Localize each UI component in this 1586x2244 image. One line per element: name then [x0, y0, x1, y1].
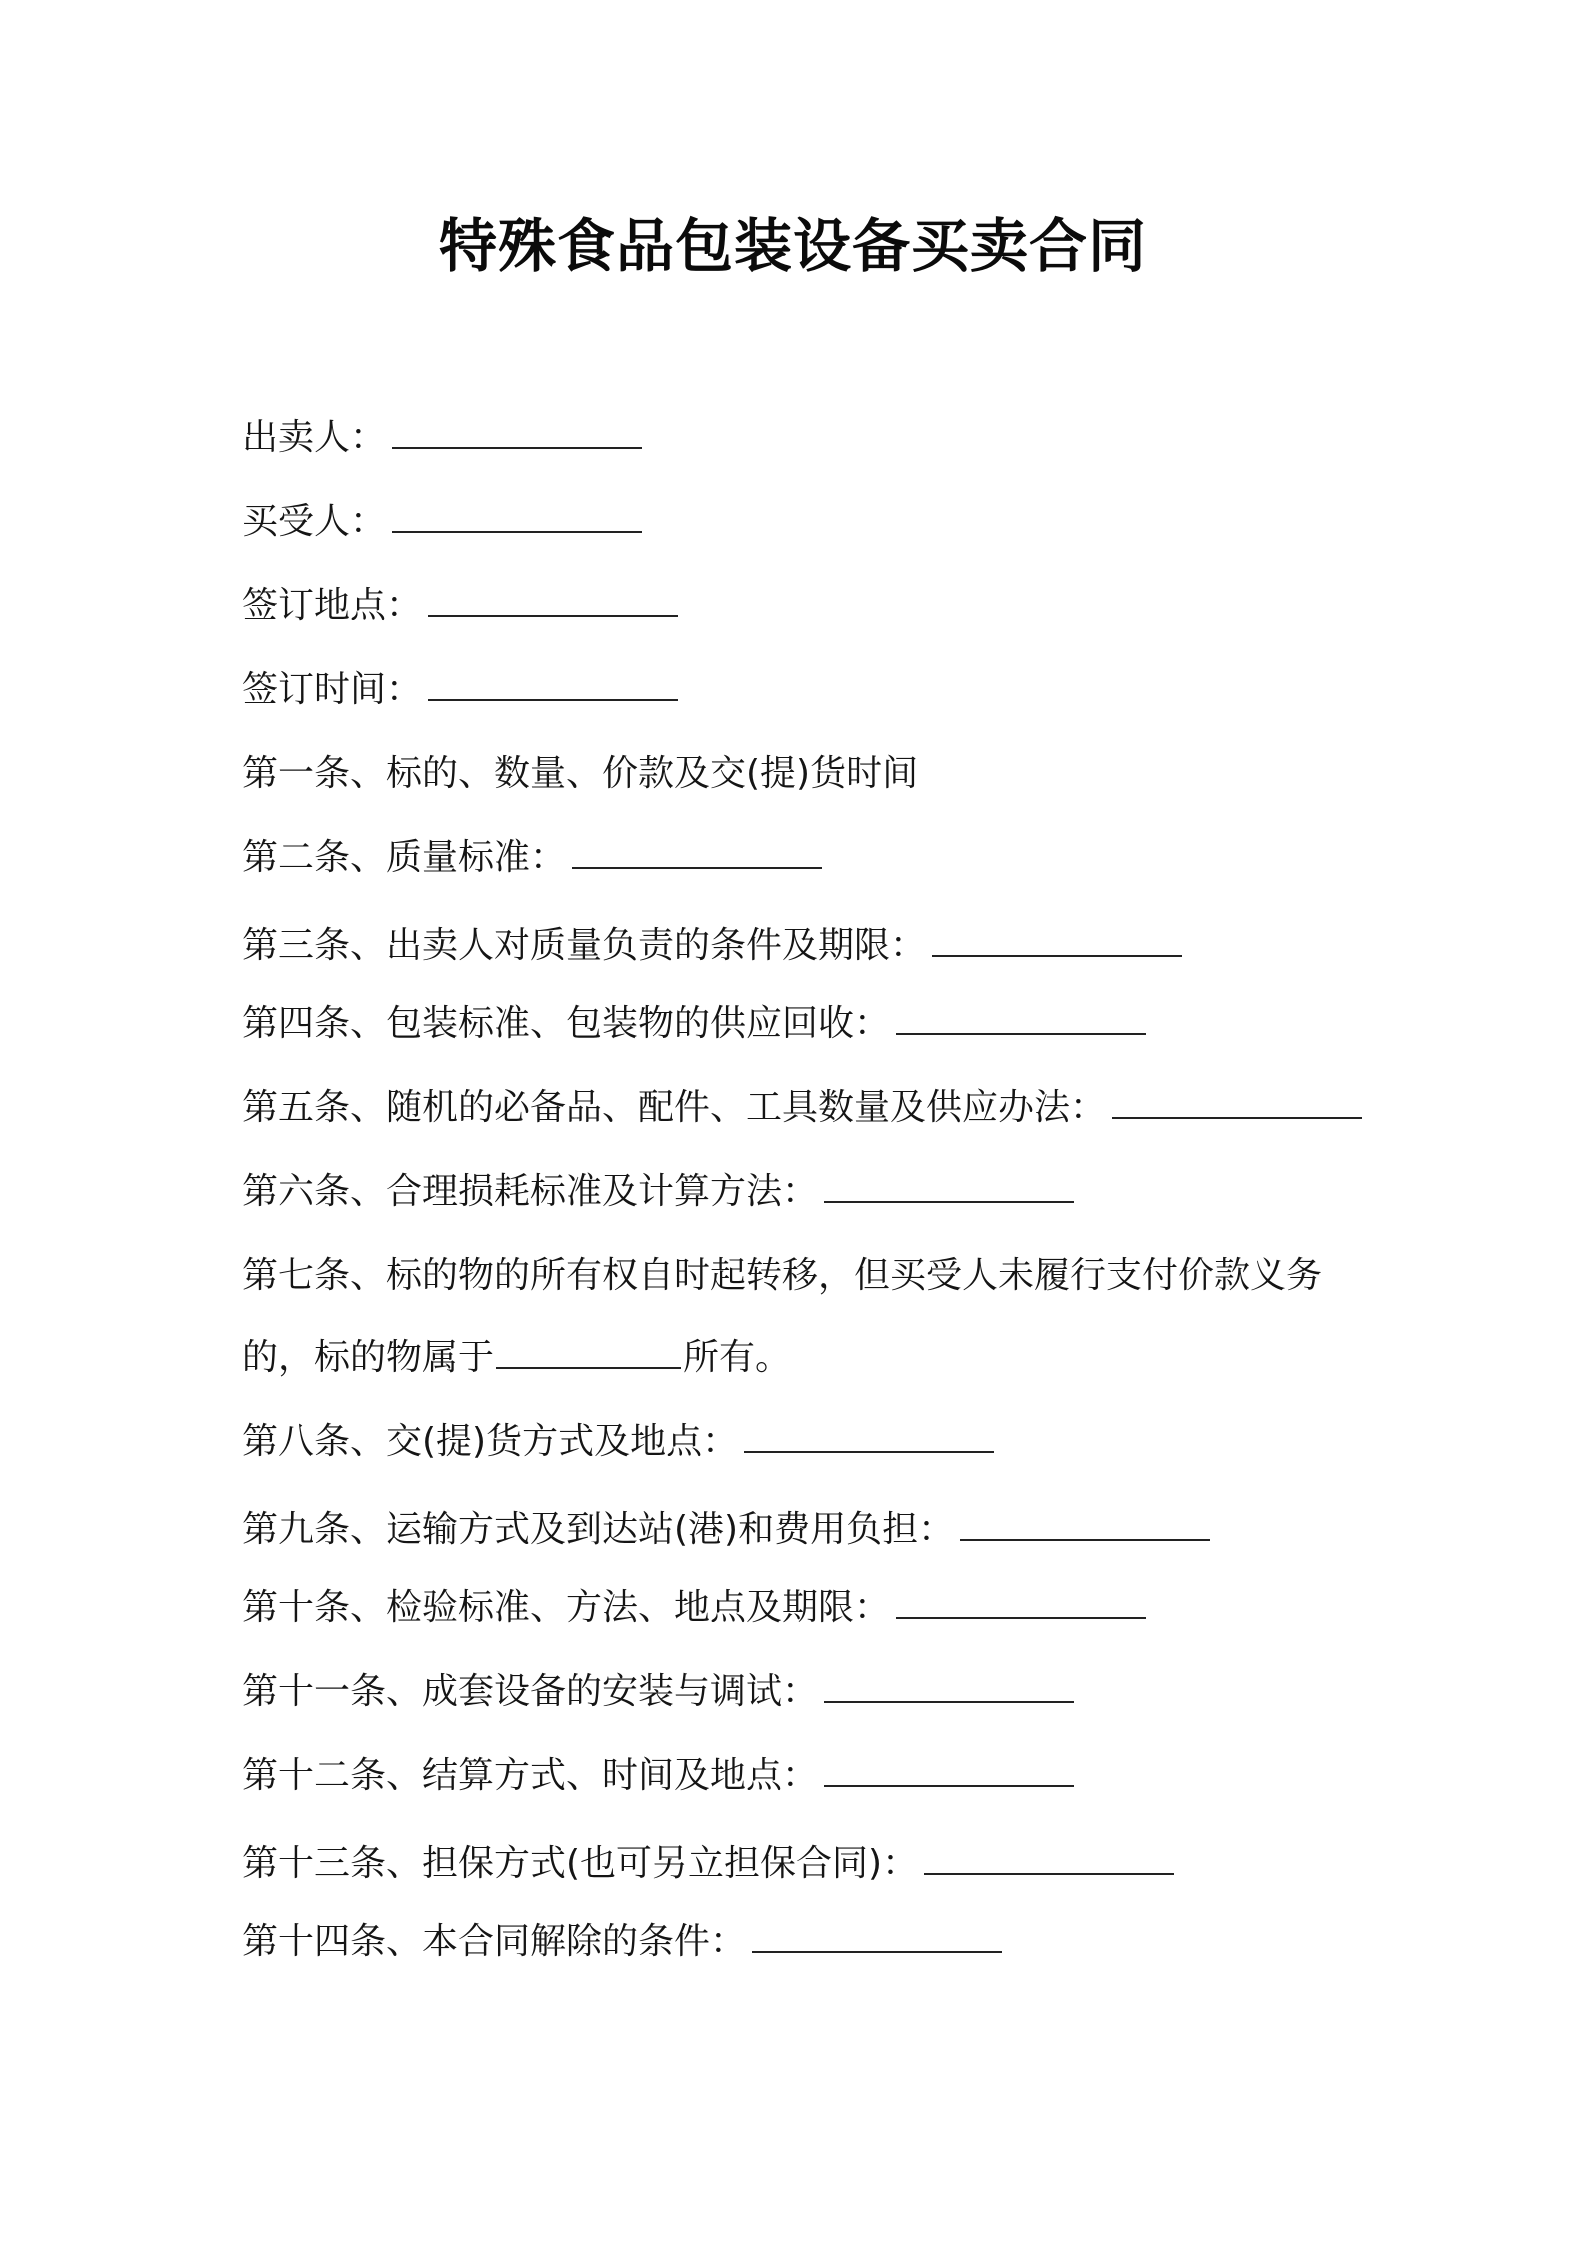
article-8-text: 第八条、交(提)货方式及地点： [242, 1421, 739, 1462]
article-11 [242, 1667, 1362, 1717]
article-5-text: 第五条、随机的必备品、配件、工具数量及供应办法： [242, 1087, 1107, 1128]
article-4-text: 第四条、包装标准、包装物的供应回收： [242, 1003, 891, 1044]
seller-label: 出卖人： [242, 417, 387, 458]
article-5-blank[interactable] [1112, 1087, 1362, 1119]
article-11-text: 第十一条、成套设备的安装与调试： [242, 1671, 819, 1712]
article-11-blank[interactable] [824, 1671, 1074, 1703]
article-7-text: 第七条、标的物的所有权自时起转移，但买受人未履行支付价款义务 [242, 1255, 1323, 1296]
article-13-text: 第十三条、担保方式(也可另立担保合同)： [242, 1843, 919, 1884]
article-2 [242, 833, 1362, 883]
article-9-text: 第九条、运输方式及到达站(港)和费用负担： [242, 1509, 955, 1550]
article-6 [242, 1167, 1362, 1217]
article-2-blank[interactable] [572, 837, 822, 869]
article-12-text: 第十二条、结算方式、时间及地点： [242, 1755, 819, 1796]
signing-place-label: 签订地点： [242, 585, 423, 626]
article-12-blank[interactable] [824, 1755, 1074, 1787]
buyer-label: 买受人： [242, 501, 387, 542]
owner-blank[interactable] [496, 1337, 681, 1369]
article-8-blank[interactable] [744, 1421, 994, 1453]
article-13 [242, 1839, 1362, 1889]
article-1-text: 第一条、标的、数量、价款及交(提)货时间 [242, 753, 919, 794]
article-7 [242, 1251, 1362, 1301]
contract-title: 特殊食品包装设备买卖合同 [438, 212, 1147, 280]
article-10-text: 第十条、检验标准、方法、地点及期限： [242, 1587, 891, 1628]
signing-time-label: 签订时间： [242, 669, 423, 710]
article-7-continued [242, 1333, 1362, 1383]
article-4-blank[interactable] [896, 1003, 1146, 1035]
signing-place-blank[interactable] [428, 585, 678, 617]
signing-place-line [242, 581, 1362, 631]
article-13-blank[interactable] [924, 1843, 1174, 1875]
article-3-text: 第三条、出卖人对质量负责的条件及期限： [242, 925, 927, 966]
buyer-blank[interactable] [392, 501, 642, 533]
article-10 [242, 1583, 1362, 1633]
article-1 [242, 749, 1362, 799]
article-12 [242, 1751, 1362, 1801]
article-7-cont-after: 所有。 [683, 1337, 792, 1378]
signing-time-blank[interactable] [428, 669, 678, 701]
article-7-cont-before: 的，标的物属于 [242, 1337, 495, 1378]
article-4 [242, 999, 1362, 1049]
article-3-blank[interactable] [932, 925, 1182, 957]
article-8 [242, 1417, 1362, 1467]
buyer-line [242, 497, 1362, 547]
article-14 [242, 1917, 1362, 1967]
seller-blank[interactable] [392, 417, 642, 449]
article-2-text: 第二条、质量标准： [242, 837, 567, 878]
article-6-text: 第六条、合理损耗标准及计算方法： [242, 1171, 819, 1212]
article-6-blank[interactable] [824, 1171, 1074, 1203]
signing-time-line [242, 665, 1362, 715]
article-9-blank[interactable] [960, 1509, 1210, 1541]
article-10-blank[interactable] [896, 1587, 1146, 1619]
article-14-blank[interactable] [752, 1921, 1002, 1953]
seller-line [242, 413, 1362, 463]
article-9 [242, 1505, 1362, 1555]
article-14-text: 第十四条、本合同解除的条件： [242, 1921, 747, 1962]
article-5 [242, 1083, 1362, 1133]
article-3 [242, 921, 1362, 971]
